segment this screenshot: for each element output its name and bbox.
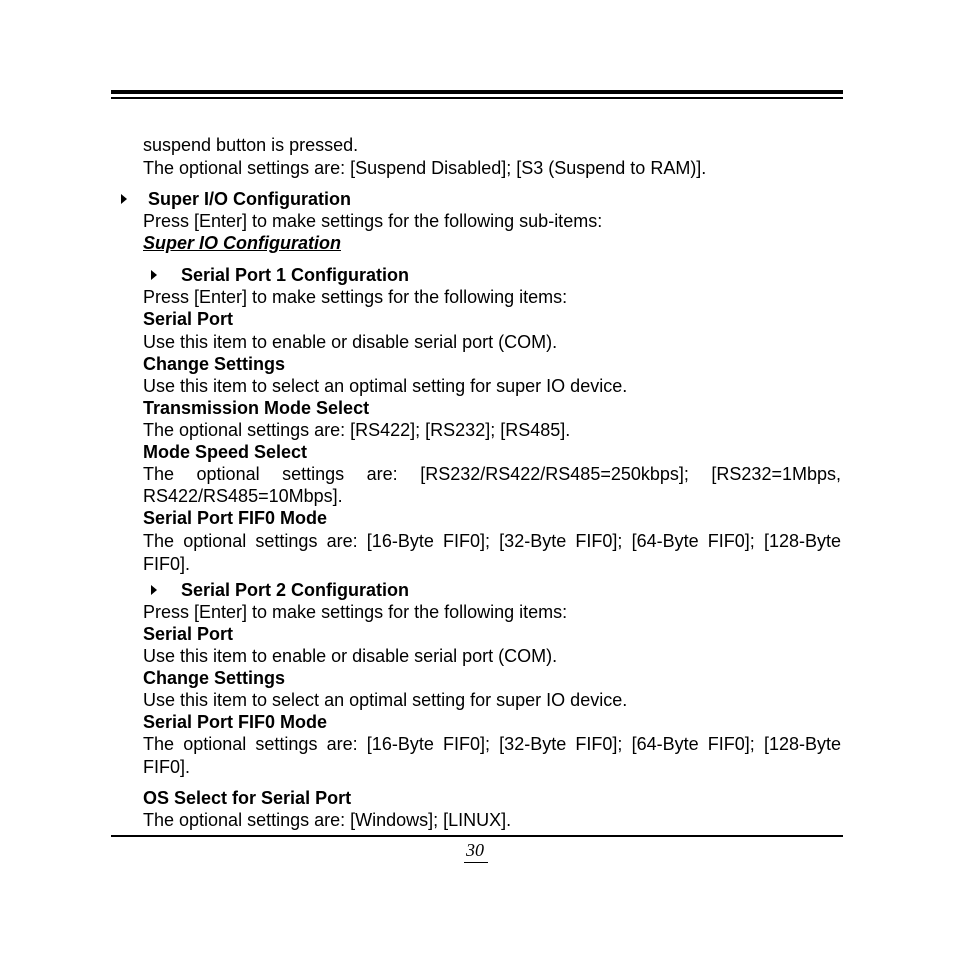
os-select-title: OS Select for Serial Port: [143, 788, 352, 808]
sp1-fifo-title: Serial Port FIF0 Mode: [143, 508, 328, 528]
sp1-fifo-desc-1: The optional settings are: [16-Byte FIF0]; [32-Byte FIF0]; [64-Byte FIF0]; [128-Byte: [143, 531, 841, 551]
sp1-mode-speed-desc-1: The optional settings are: [RS232/RS422/RS485=250kbps]; [RS232=1Mbps,: [143, 464, 841, 484]
header-rule-bottom: [111, 97, 843, 99]
sp1-change-settings-title: Change Settings: [143, 354, 286, 374]
sp1-fifo-desc-2: FIF0].: [143, 554, 191, 574]
sp2-serial-port-desc: Use this item to enable or disable serial port (COM).: [143, 646, 558, 666]
sp1-serial-port-title: Serial Port: [143, 309, 234, 329]
page-number-underline: [464, 862, 488, 863]
sp2-fifo-title: Serial Port FIF0 Mode: [143, 712, 328, 732]
bullet-arrow-icon: [121, 194, 127, 204]
os-select-desc: The optional settings are: [Windows]; [LINUX].: [143, 810, 512, 830]
super-io-heading: Super I/O Configuration: [148, 189, 351, 209]
serial-port-2-heading: Serial Port 2 Configuration: [181, 580, 410, 600]
sp2-fifo-desc-1: The optional settings are: [16-Byte FIF0]; [32-Byte FIF0]; [64-Byte FIF0]; [128-Byte: [143, 734, 841, 754]
sp1-mode-speed-title: Mode Speed Select: [143, 442, 308, 462]
sp1-serial-port-desc: Use this item to enable or disable serial port (COM).: [143, 332, 558, 352]
page-number: 30: [466, 840, 484, 860]
sp2-change-settings-desc: Use this item to select an optimal setting for super IO device.: [143, 690, 628, 710]
sp1-transmission-desc: The optional settings are: [RS422]; [RS232]; [RS485].: [143, 420, 571, 440]
header-rule-top: [111, 90, 843, 94]
footer-rule: [111, 835, 843, 837]
bullet-arrow-icon: [151, 585, 157, 595]
sp2-fifo-desc-2: FIF0].: [143, 757, 191, 777]
super-io-desc: Press [Enter] to make settings for the following sub-items:: [143, 211, 603, 231]
super-io-subheading: Super IO Configuration: [143, 233, 341, 253]
sp1-mode-speed-desc-2: RS422/RS485=10Mbps].: [143, 486, 343, 506]
bullet-arrow-icon: [151, 270, 157, 280]
sp1-change-settings-desc: Use this item to select an optimal setting for super IO device.: [143, 376, 628, 396]
serial-port-1-heading: Serial Port 1 Configuration: [181, 265, 410, 285]
sp1-transmission-title: Transmission Mode Select: [143, 398, 370, 418]
intro-line-2: The optional settings are: [Suspend Disabled]; [S3 (Suspend to RAM)].: [143, 158, 707, 178]
intro-line-1: suspend button is pressed.: [143, 135, 359, 155]
serial-port-1-desc: Press [Enter] to make settings for the following items:: [143, 287, 568, 307]
sp2-change-settings-title: Change Settings: [143, 668, 286, 688]
sp2-serial-port-title: Serial Port: [143, 624, 234, 644]
serial-port-2-desc: Press [Enter] to make settings for the following items:: [143, 602, 568, 622]
